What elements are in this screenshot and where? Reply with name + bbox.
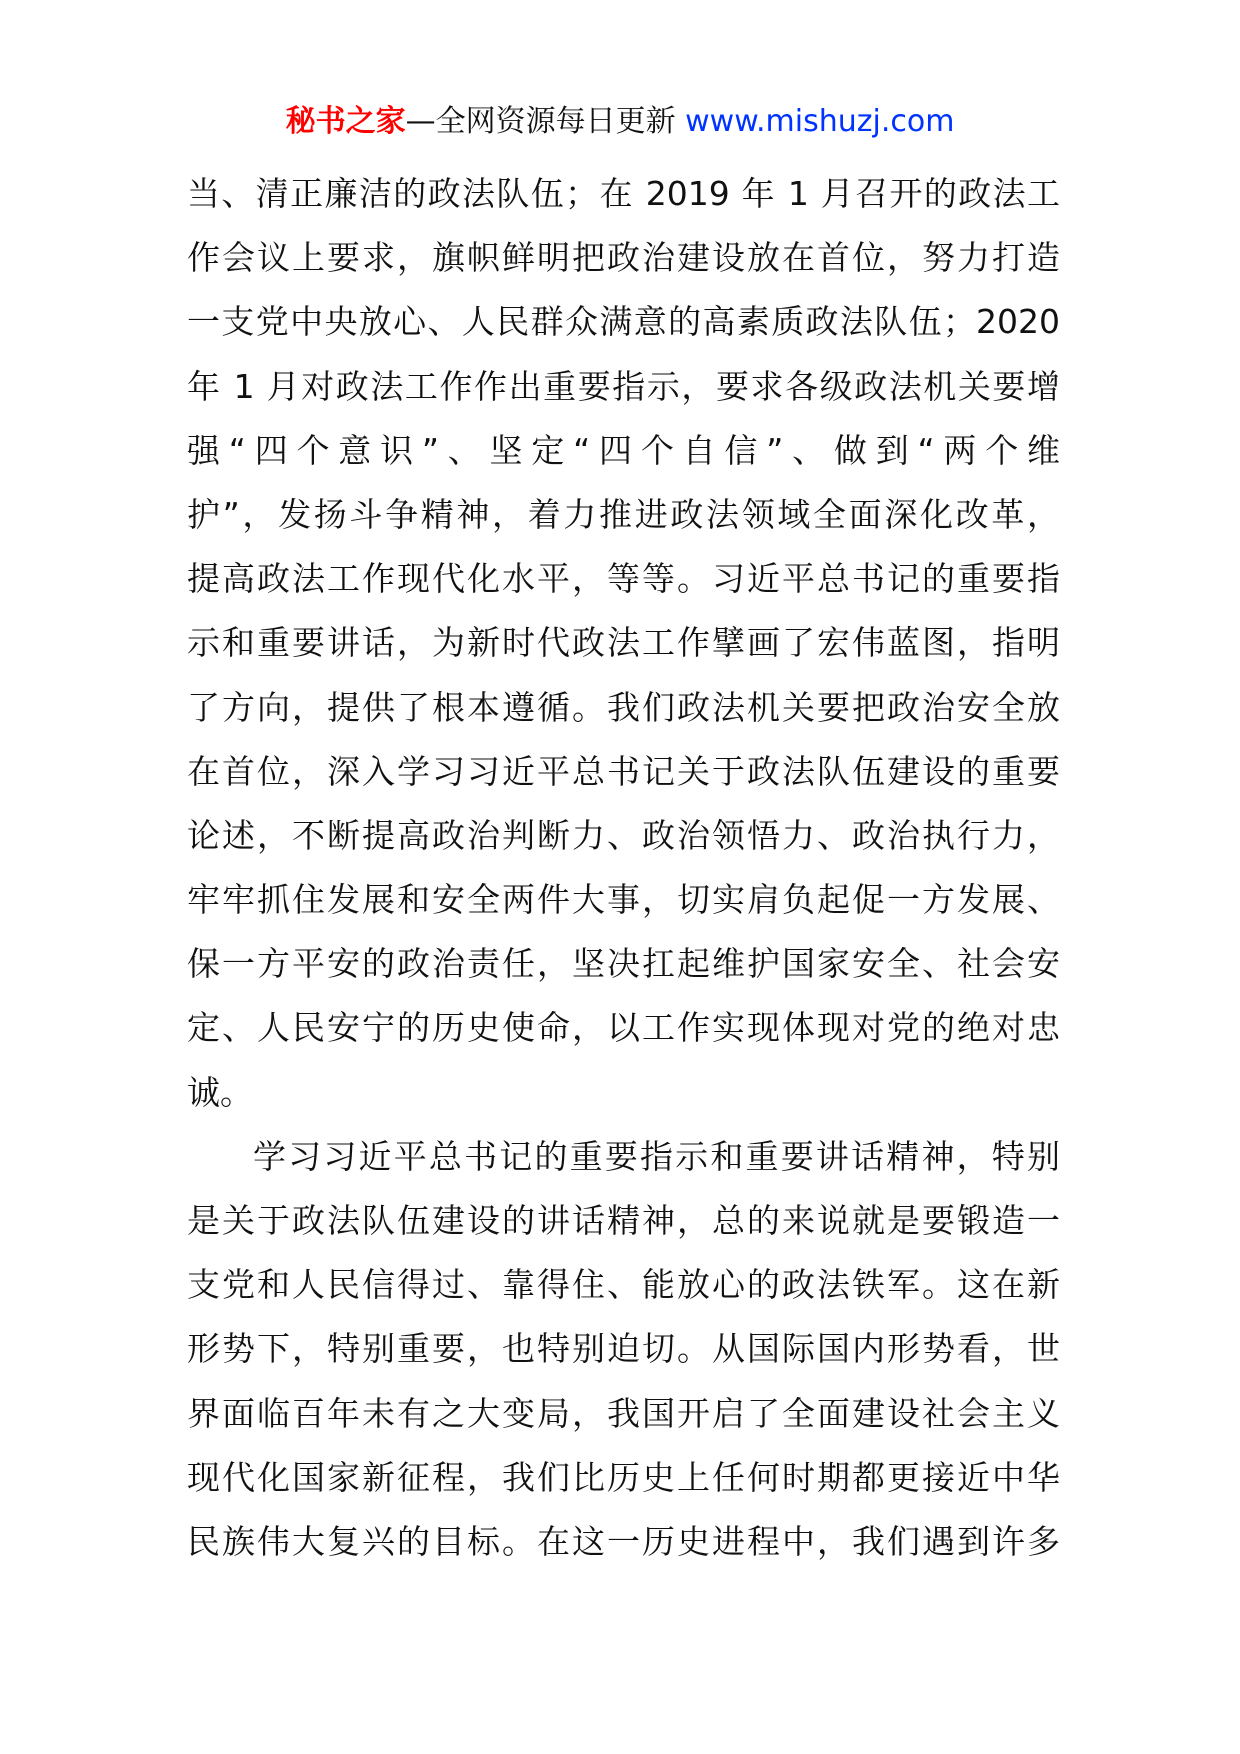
paragraph-line: 民族伟大复兴的目标。在这一历史进程中，我们遇到许多: [187, 1521, 1060, 1561]
paragraph-line: 一支党中央放心、人民群众满意的高素质政法队伍；2020: [187, 302, 1060, 342]
paragraph-line: 诚。: [187, 1072, 253, 1112]
paragraph-line: 提高政法工作现代化水平，等等。习近平总书记的重要指: [187, 559, 1060, 599]
paragraph-line: 保一方平安的政治责任，坚决扛起维护国家安全、社会安: [187, 944, 1060, 984]
page-header: [0, 100, 1240, 144]
paragraph-line: 形势下，特别重要，也特别迫切。从国际国内形势看，世: [187, 1329, 1060, 1369]
paragraph-line: 学习习近平总书记的重要指示和重要讲话精神，特别: [253, 1136, 1060, 1176]
paragraph-line: 护”，发扬斗争精神，着力推进政法领域全面深化改革，: [187, 494, 1060, 534]
paragraph-line: 年 1 月对政法工作作出重要指示，要求各级政法机关要增: [187, 366, 1060, 406]
paragraph-line: 强“四个意识”、坚定“四个自信”、做到“两个维: [187, 430, 1060, 470]
paragraph-line: 界面临百年未有之大变局，我国开启了全面建设社会主义: [187, 1393, 1060, 1433]
paragraph-line: 支党和人民信得过、靠得住、能放心的政法铁军。这在新: [187, 1265, 1060, 1305]
paragraph-line: 当、清正廉洁的政法队伍；在 2019 年 1 月召开的政法工: [187, 174, 1060, 213]
paragraph-line: 是关于政法队伍建设的讲话精神，总的来说就是要锻造一: [187, 1201, 1060, 1240]
paragraph-line: 示和重要讲话，为新时代政法工作擘画了宏伟蓝图，指明: [187, 623, 1060, 663]
paragraph-line: 现代化国家新征程，我们比历史上任何时期都更接近中华: [187, 1457, 1060, 1497]
site-url-link[interactable]: www.mishuzj.com: [685, 104, 955, 139]
brand-name: 秘书之家: [285, 104, 406, 139]
paragraph-line: 了方向，提供了根本遵循。我们政法机关要把政治安全放: [187, 687, 1060, 727]
paragraph-1: [187, 162, 1060, 1125]
paragraph-line: 论述，不断提高政治判断力、政治领悟力、政治执行力，: [187, 815, 1060, 855]
paragraph-line: 作会议上要求，旗帜鲜明把政治建设放在首位，努力打造: [187, 238, 1060, 278]
paragraph-2: [187, 1125, 1060, 1574]
paragraph-line: 在首位，深入学习习近平总书记关于政法队伍建设的重要: [187, 751, 1060, 791]
paragraph-line: 定、人民安宁的历史使命，以工作实现体现对党的绝对忠: [187, 1008, 1060, 1048]
header-tagline: —全网资源每日更新: [405, 104, 676, 139]
paragraph-line: 牢牢抓住发展和安全两件大事，切实肩负起促一方发展、: [187, 880, 1060, 920]
document-body: [187, 162, 1060, 1574]
